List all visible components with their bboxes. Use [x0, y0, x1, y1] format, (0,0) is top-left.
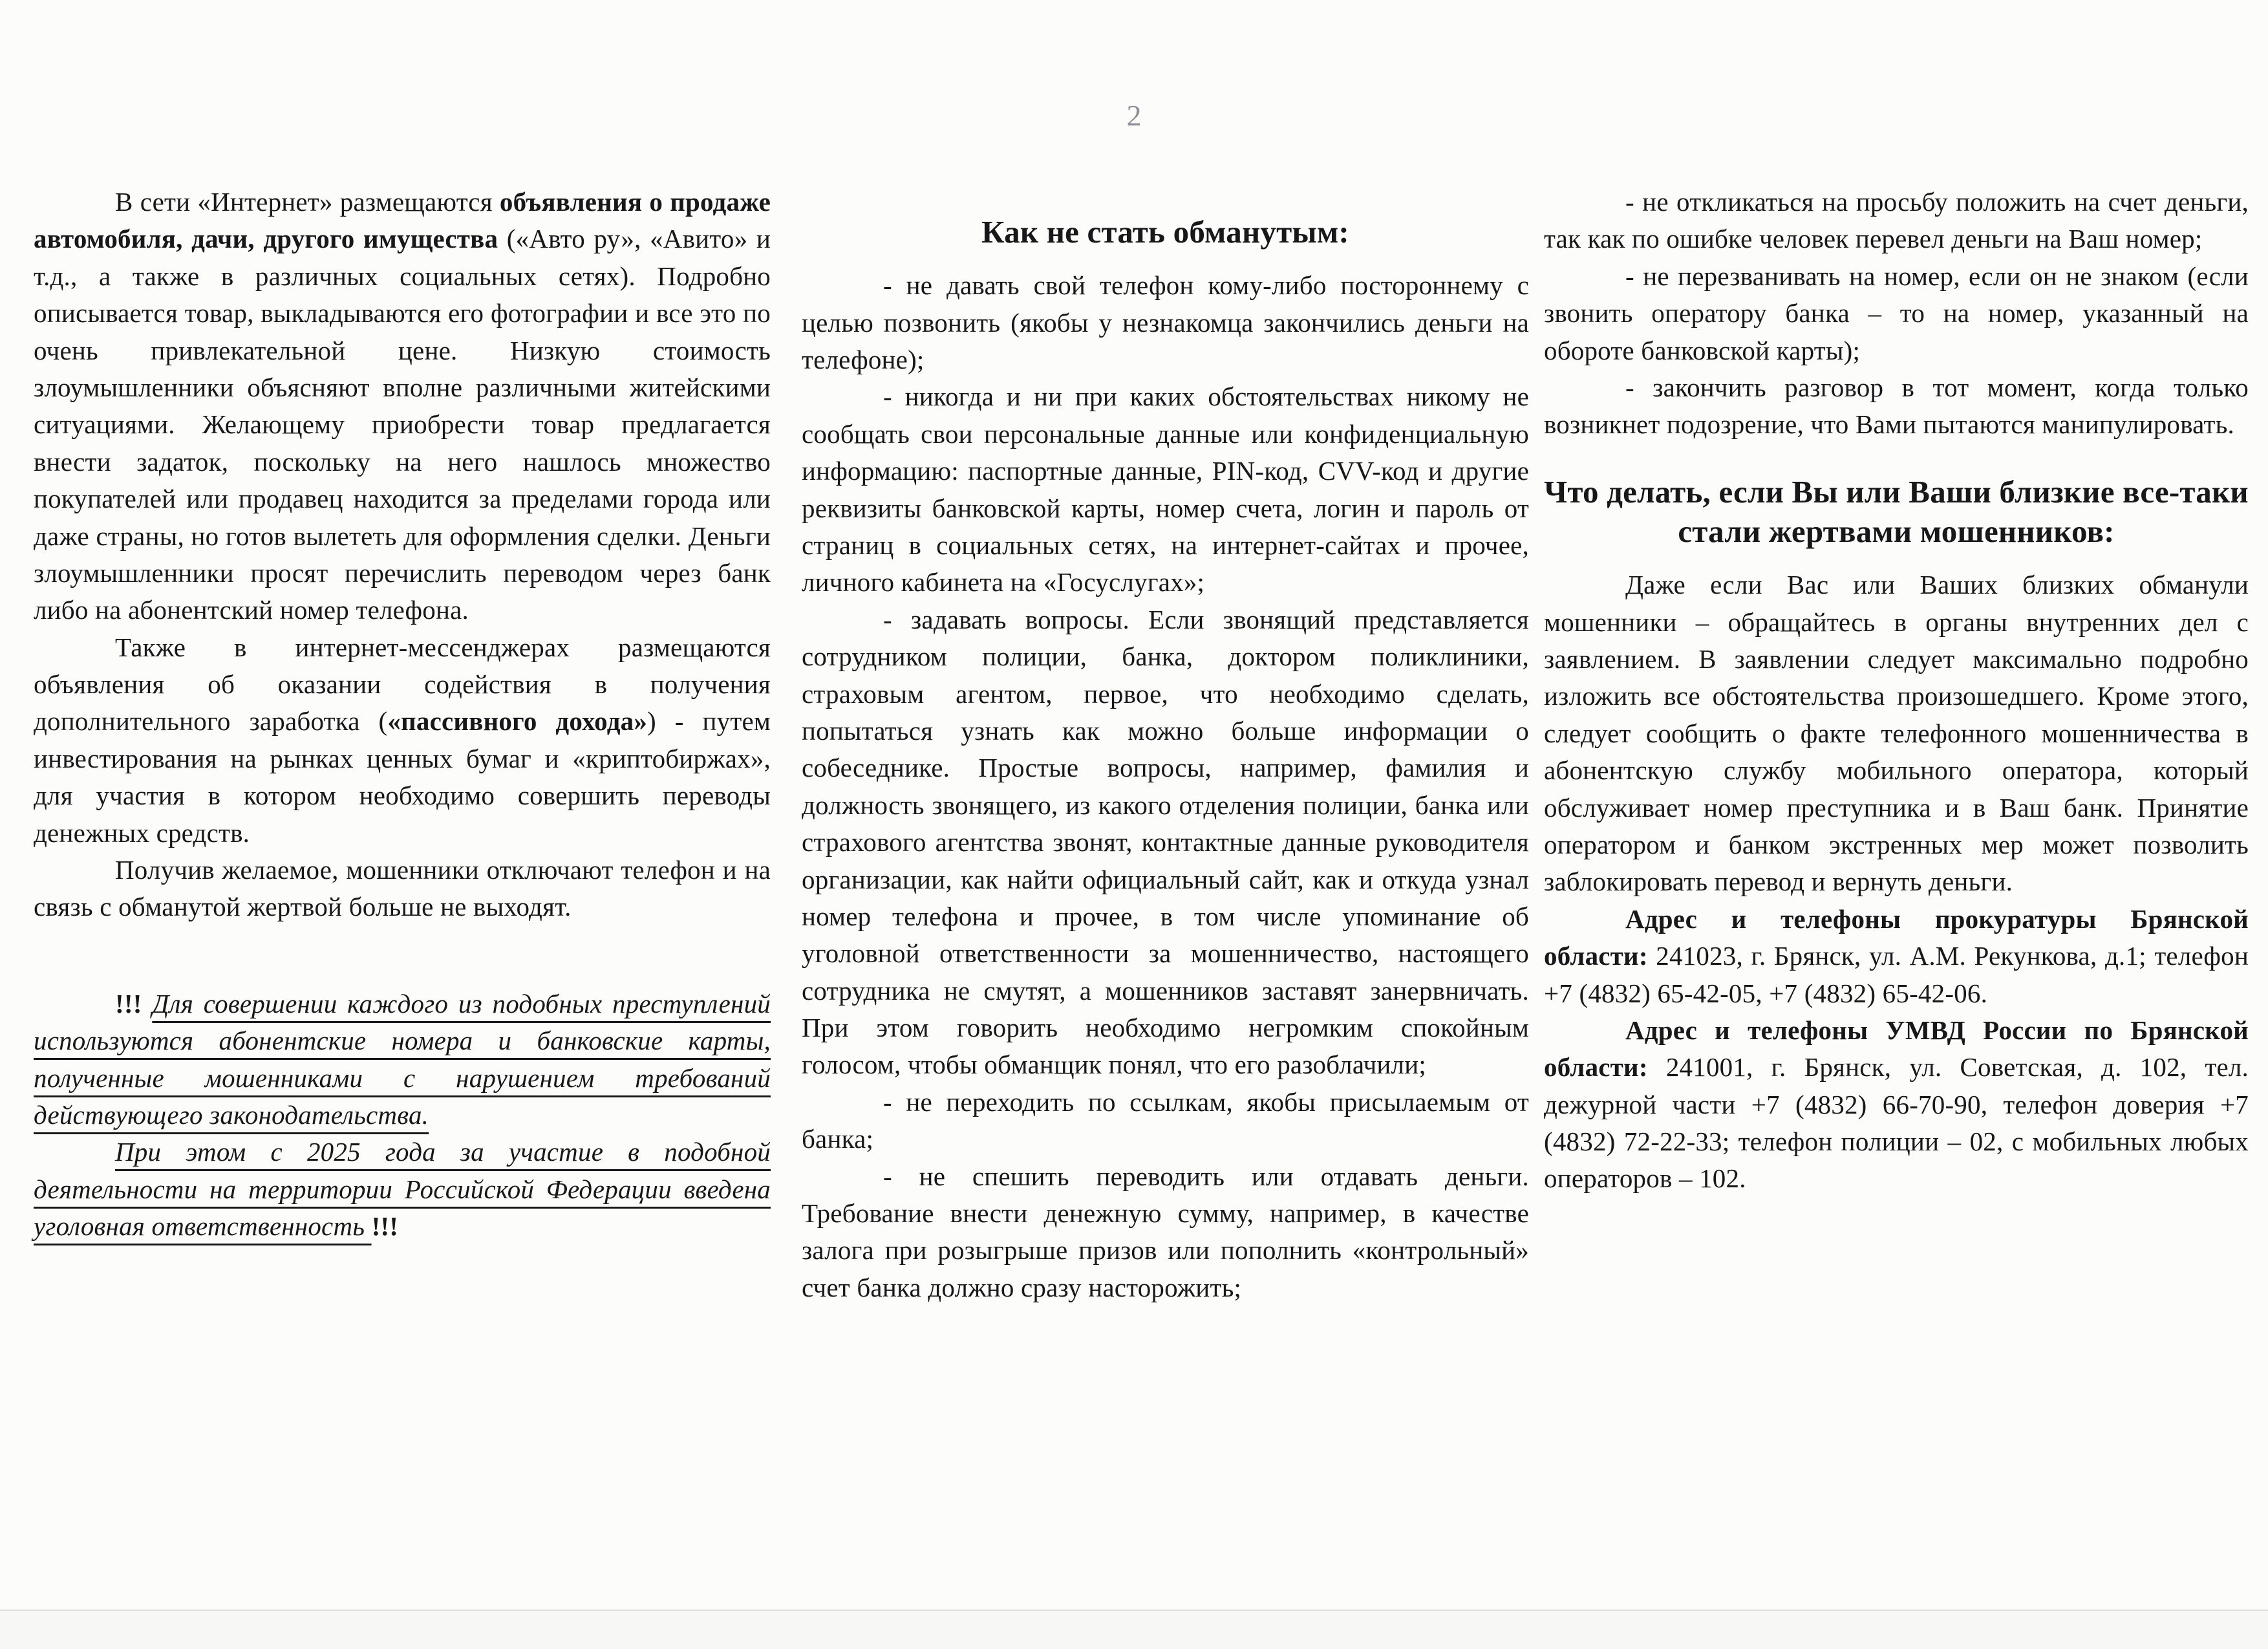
- text-run: - задавать вопросы. Если звонящий представляется сотрудником полиции, банка, доктором поликлиники, страховым агентом, первое, что необходимо сделать, попытаться узнать как можно больше информации о собеседнике. Простые вопросы, например, фамилия и должность звонящего, из какого отделения полиции, банка или страхового агентства звонят, контактные данные руководителя организации, как найти официальный сайт, как и откуда узнал номер телефона и прочее, в том числе упоминание об уголовной ответственности за мошенничество, настоящего сотрудника не смутят, а мошенников заставят занервничать. При этом говорить необходимо негромким спокойным голосом, чтобы обманщик понял, что его разоблачили;: [802, 604, 1529, 1080]
- text-run: - никогда и ни при каких обстоятельствах никому не сообщать свои персональные данные или конфиденциальную информацию: паспортные данные, PIN-код, CVV-код и другие реквизиты банковской карты, номер счета, логин и пароль от страниц в социальных сетях, на интернет-сайтах и прочее, личного кабинета на «Госуслугах»;: [802, 382, 1529, 598]
- text-run: Также в интернет-мессенджерах размещаются объявления об оказании содействия в получения дополнительного заработка (: [34, 632, 771, 737]
- paragraph: [1544, 901, 2249, 1012]
- paragraph: [1544, 566, 2249, 901]
- paragraph: [1544, 184, 2249, 258]
- paragraph: [34, 184, 771, 629]
- scan-footer-shade: [0, 1611, 2268, 1649]
- text-run: «пассивного дохода»: [387, 706, 648, 737]
- section-heading: [802, 212, 1529, 252]
- paragraph: [802, 378, 1529, 601]
- text-run: !!!: [115, 988, 153, 1018]
- column-left: [34, 184, 771, 1245]
- text-run: - закончить разговор в тот момент, когда только возникнет подозрение, что Вами пытаются манипулировать.: [1544, 372, 2249, 440]
- text-run: - не спешить переводить или отдавать деньги. Требование внести денежную сумму, например, в качестве залога при розыгрыше призов или пополнить «контрольный» счет банка должно сразу насторожить;: [802, 1161, 1529, 1302]
- text-run: 241023, г. Брянск, ул. А.М. Рекункова, д.1; телефон +7 (4832) 65-42-05, +7 (4832) 65-42-06.: [1544, 941, 2249, 1008]
- text-run: Что делать, если Вы или Ваши близкие все-таки стали жертвами мошенников:: [1544, 473, 2249, 549]
- text-run: Получив желаемое, мошенники отключают телефон и на связь с обманутой жертвой больше не выходят.: [34, 855, 771, 922]
- text-run: - не переходить по ссылкам, якобы присылаемым от банка;: [802, 1086, 1529, 1154]
- paragraph: [34, 852, 771, 926]
- column-middle: [802, 184, 1529, 1306]
- text-run: При этом с 2025 года за участие в подобной деятельности на территории Российской Федерации введена уголовная ответственность: [34, 1137, 771, 1242]
- text-run: !!!: [371, 1211, 399, 1242]
- text-run: Для совершении каждого из подобных преступлений используются абонентские номера и банковские карты, полученные мошенниками с нарушением требований действующего законодательства.: [34, 988, 771, 1130]
- paragraph: [1544, 1012, 2249, 1198]
- text-run: - не давать свой телефон кому-либо постороннему с целью позвонить (якобы у незнакомца закончились деньги на телефоне);: [802, 270, 1529, 375]
- paragraph: [1544, 258, 2249, 369]
- page-number: 2: [1126, 99, 1142, 132]
- text-run: Как не стать обманутым:: [981, 214, 1349, 250]
- paragraph: [802, 1158, 1529, 1307]
- text-run: В сети «Интернет» размещаются: [115, 187, 500, 217]
- paragraph: [802, 267, 1529, 378]
- paragraph: [34, 1134, 771, 1245]
- text-run: - не откликаться на просьбу положить на счет деньги, так как по ошибке человек перевел деньги на Ваш номер;: [1544, 187, 2249, 254]
- scan-artifact-line: [0, 1610, 2268, 1611]
- text-run: ) - путем инвестирования на рынках ценных бумаг и «криптобиржах», для участия в котором необходимо совершить переводы денежных средств.: [34, 706, 771, 848]
- text-run: Адрес и телефоны прокуратуры Брянской области:: [1544, 903, 2249, 971]
- text-run: Адрес и телефоны УМВД России по Брянской области:: [1544, 1015, 2249, 1083]
- paragraph: [34, 986, 771, 1134]
- text-run: 241001, г. Брянск, ул. Советская, д. 102, тел. дежурной части +7 (4832) 66-70-90, телефон доверия +7 (4832) 72-22-33; телефон полиции – 02, с мобильных любых операторов – 102.: [1544, 1052, 2249, 1194]
- text-run: объявления о продаже автомобиля, дачи, другого имущества: [34, 187, 771, 254]
- column-right: [1544, 184, 2249, 1198]
- paragraph: [1544, 369, 2249, 444]
- paragraph: [802, 601, 1529, 1084]
- text-run: - не перезванивать на номер, если он не знаком (если звонить оператору банка – то на номер, указанный на обороте банковской карты);: [1544, 261, 2249, 365]
- text-run: («Авто ру», «Авито» и т.д., а также в различных социальных сетях). Подробно описывается товар, выкладываются его фотографии и все это по очень привлекательной цене. Низкую стоимость злоумышленники объясняют вполне различными житейскими ситуациями. Желающему приобрести товар предлагается внести задаток, поскольку на него нашлось множество покупателей или продавец находится за пределами города или даже страны, но готов вылететь для оформления сделки. Деньги злоумышленники просят перечислить переводом через банк либо на абонентский номер телефона.: [34, 224, 771, 625]
- section-heading: [1544, 472, 2249, 552]
- paragraph: [34, 629, 771, 852]
- paragraph: [802, 1084, 1529, 1158]
- text-run: Даже если Вас или Ваших близких обманули мошенники – обращайтесь в органы внутренних дел с заявлением. В заявлении следует максимально подробно изложить все обстоятельства произошедшего. Кроме этого, следует сообщить о факте телефонного мошенничества в абонентскую службу мобильного оператора, который обслуживает номер преступника и в Ваш банк. Принятие оператором и банком экстренных мер может позволить заблокировать перевод и вернуть деньги.: [1544, 570, 2249, 897]
